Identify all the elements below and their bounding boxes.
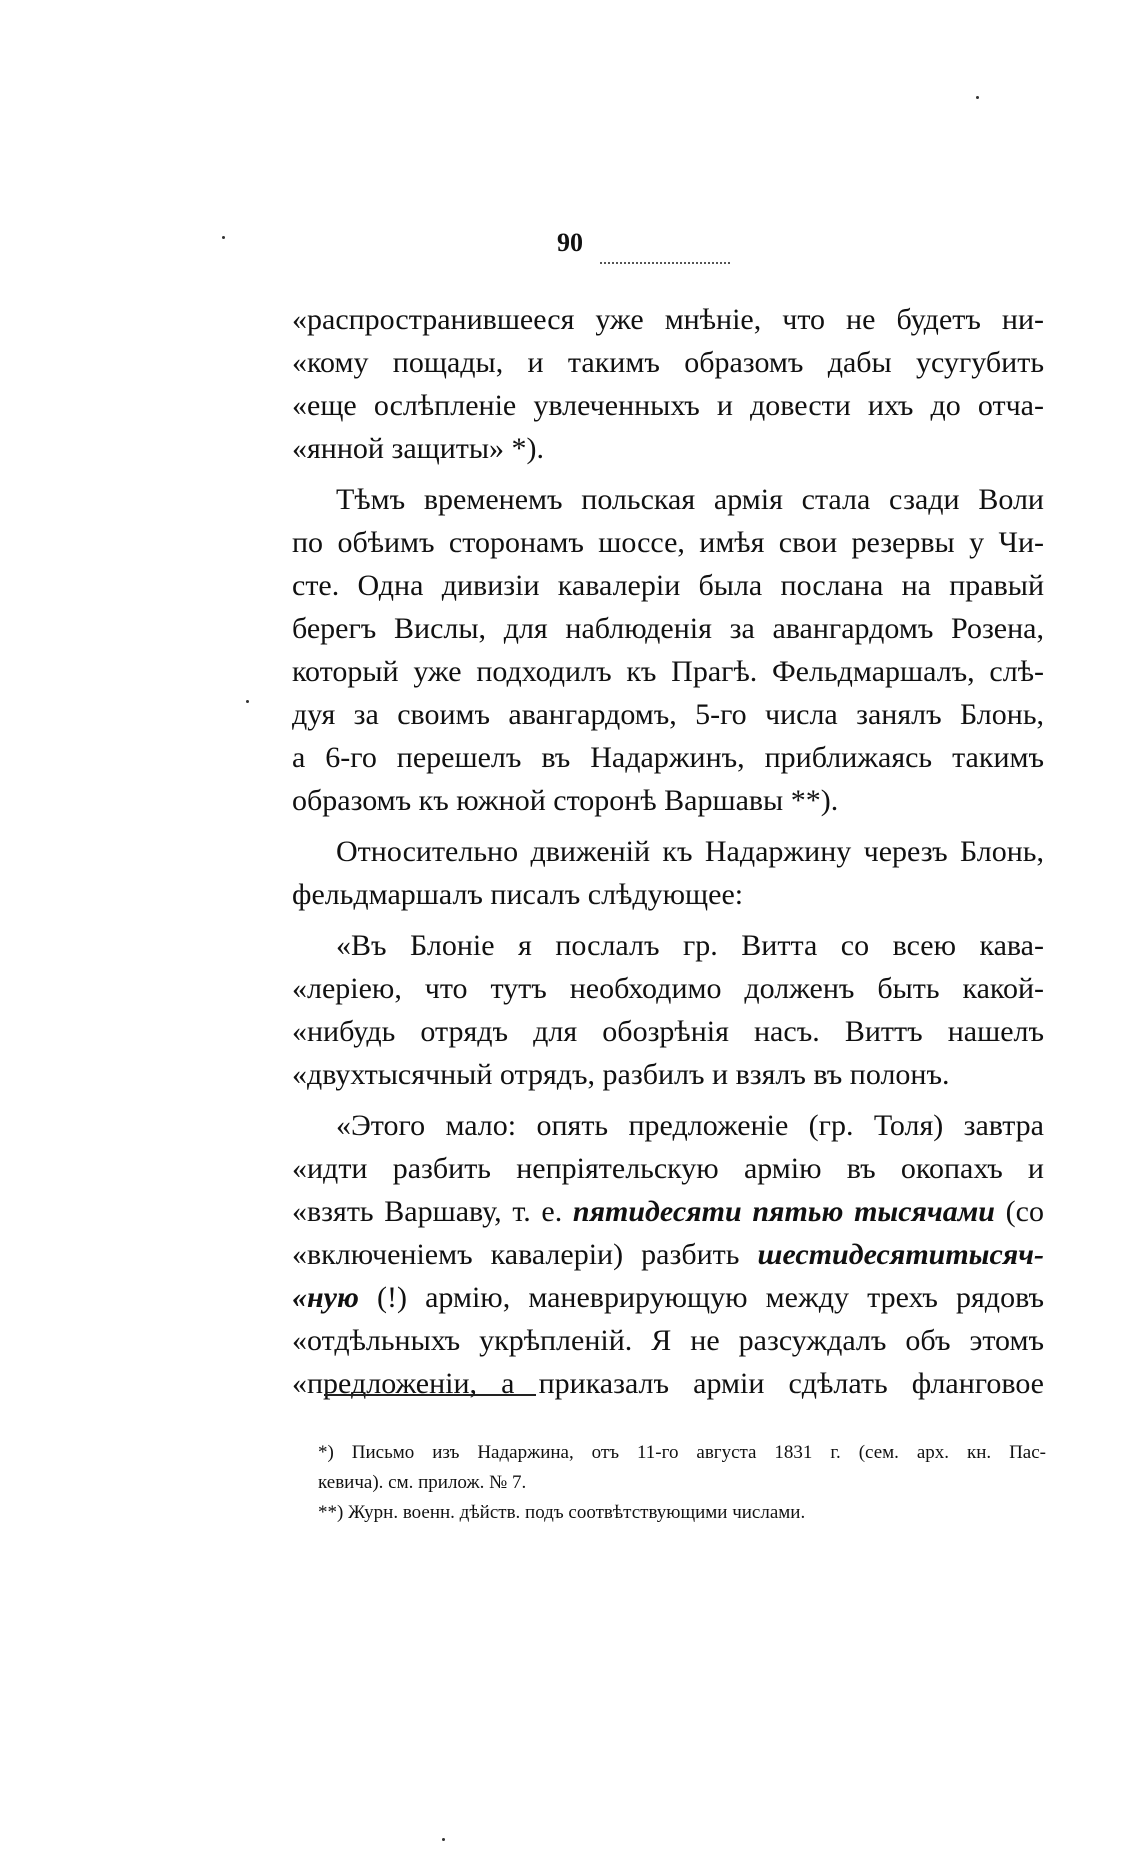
- text-line: а 6-го перешелъ въ Надаржинъ, приближаясь такимъ: [292, 741, 1044, 774]
- text-segment: «включеніемъ кавалеріи) разбить: [292, 1238, 758, 1271]
- page-number: 90: [557, 228, 583, 257]
- scan-speck: [976, 96, 979, 99]
- text-line: «леріею, что тутъ необходимо долженъ быть какой-: [292, 972, 1044, 1005]
- footnote-line: кевича). см. прилож. № 7.: [318, 1472, 527, 1493]
- text-line: «отдѣльныхъ укрѣпленій. Я не разсуждалъ объ этомъ: [292, 1324, 1044, 1357]
- text-line: берегъ Вислы, для наблюденія за авангардомъ Розена,: [292, 612, 1044, 645]
- emphasized-text: «ную: [292, 1281, 359, 1314]
- text-line: «идти разбить непріятельскую армію въ окопахъ и: [292, 1152, 1044, 1185]
- page-number-ornament: [600, 262, 730, 264]
- scan-speck: [246, 700, 249, 703]
- text-line: «нибудь отрядъ для обозрѣнія насъ. Виттъ нашелъ: [292, 1015, 1044, 1048]
- text-line: [292, 1276, 1044, 1319]
- text-segment: (со: [995, 1195, 1044, 1228]
- text-line: [292, 1190, 1044, 1233]
- text-line: Тѣмъ временемъ польская армія стала сзади Воли: [336, 483, 1044, 516]
- emphasized-text: пятидесяти пятью тысячами: [572, 1195, 995, 1228]
- text-line: по обѣимъ сторонамъ шоссе, имѣя свои резервы у Чи-: [292, 526, 1044, 559]
- text-segment: «взять Варшаву, т. е.: [292, 1195, 573, 1228]
- text-line: фельдмаршалъ писалъ слѣдующее:: [292, 878, 744, 911]
- body-text: [292, 298, 1044, 1405]
- text-line: [292, 1233, 1044, 1276]
- scan-speck: [222, 236, 225, 239]
- text-line: «кому пощады, и такимъ образомъ дабы усугубить: [292, 346, 1044, 379]
- scan-speck: [442, 1838, 445, 1841]
- text-line: «еще ослѣпленіе увлеченныхъ и довести ихъ до отча-: [292, 389, 1044, 422]
- text-line: «Этого мало: опять предложеніе (гр. Толя) завтра: [336, 1109, 1044, 1142]
- emphasized-text: шестидесятитысяч-: [757, 1238, 1044, 1271]
- text-segment: (!) армію, маневрирующую между трехъ рядовъ: [358, 1281, 1044, 1314]
- text-line: сте. Одна дивизіи кавалеріи была послана на правый: [292, 569, 1044, 602]
- footnote-line: *) Письмо изъ Надаржина, отъ 11-го августа 1831 г. (сем. арх. кн. Пас-: [318, 1442, 1046, 1463]
- text-line: «двухтысячный отрядъ, разбилъ и взялъ въ полонъ.: [292, 1058, 950, 1091]
- text-line: «Въ Блоніе я послалъ гр. Витта со всею кава-: [336, 929, 1044, 962]
- text-line: образомъ къ южной сторонѣ Варшавы **).: [292, 784, 839, 817]
- text-line: «янной защиты» *).: [292, 432, 545, 465]
- text-line: «распространившееся уже мнѣніе, что не будетъ ни-: [292, 303, 1044, 336]
- text-line: который уже подходилъ къ Прагѣ. Фельдмаршалъ, слѣ-: [292, 655, 1044, 688]
- footnotes: [318, 1438, 1046, 1528]
- text-line: Относительно движеній къ Надаржину черезъ Блонь,: [336, 835, 1044, 868]
- footnote-line: **) Журн. военн. дѣйств. подъ соотвѣтствующими числами.: [318, 1502, 806, 1523]
- text-line: дуя за своимъ авангардомъ, 5-го числа занялъ Блонь,: [292, 698, 1044, 731]
- footnote-divider: [324, 1394, 536, 1396]
- text-line: «предложеніи, а приказалъ арміи сдѣлать фланговое: [292, 1367, 1044, 1400]
